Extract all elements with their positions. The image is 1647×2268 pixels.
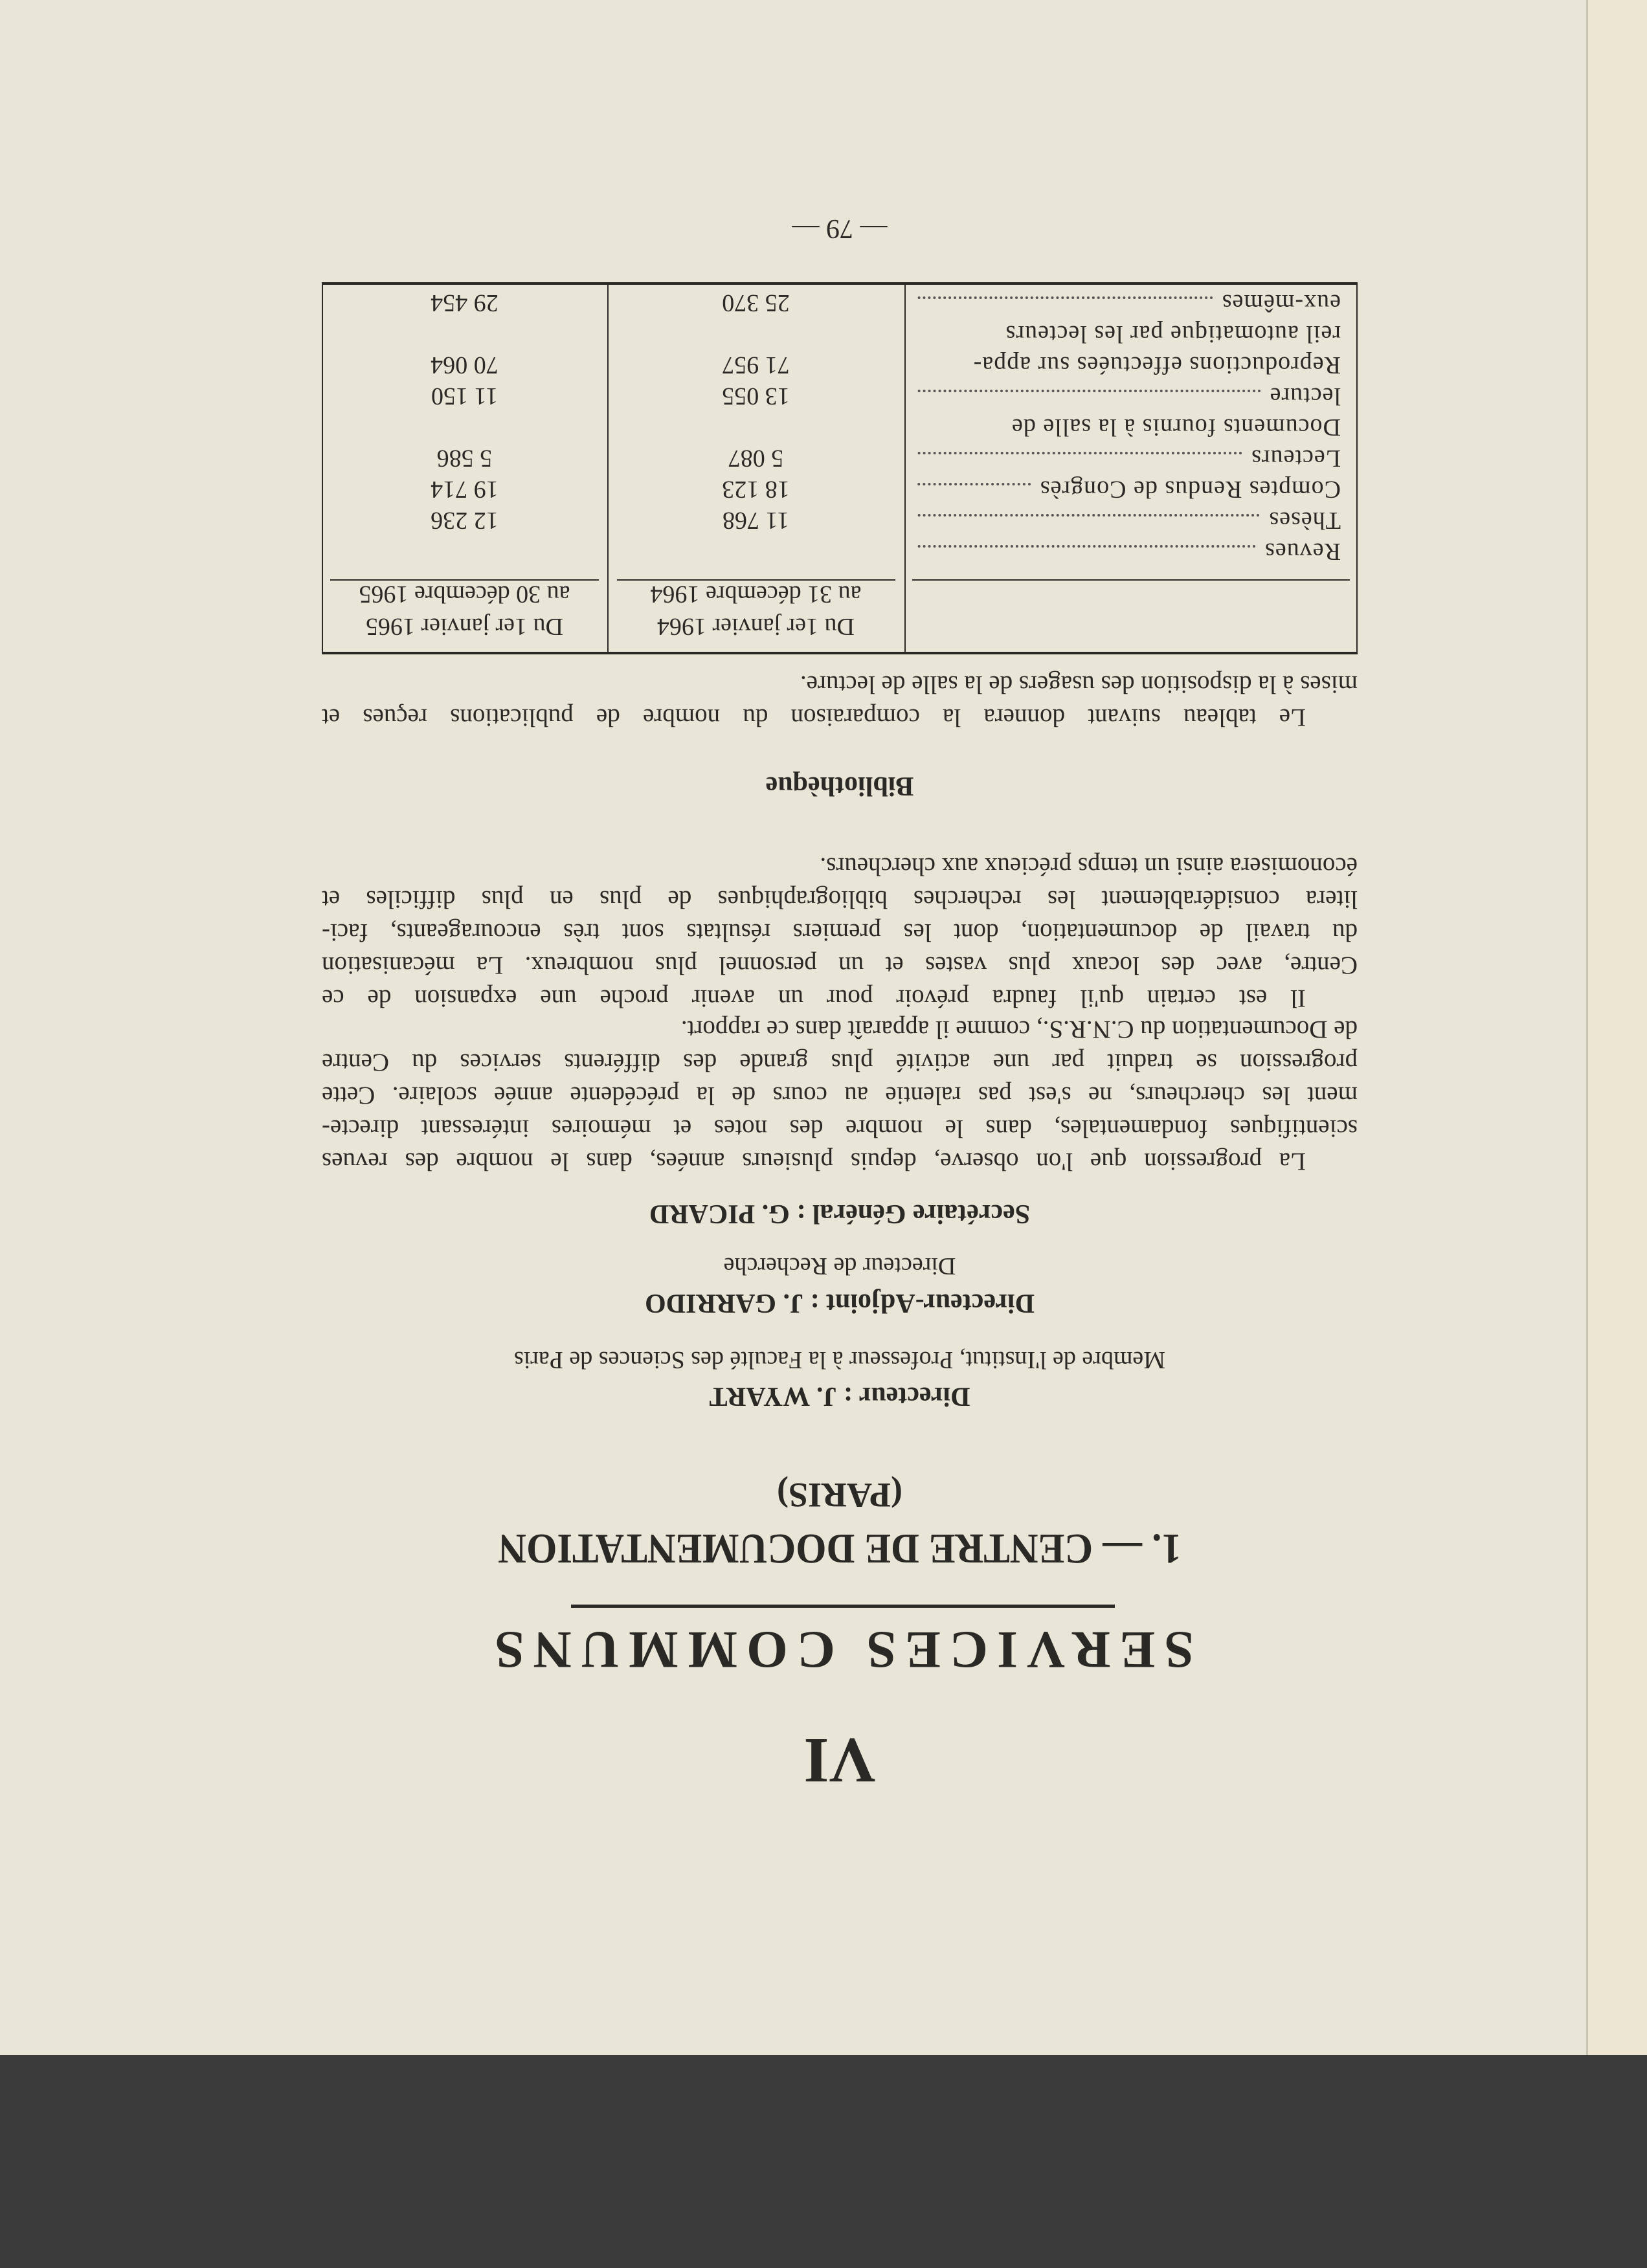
staff-line: Membre de l'Institut, Professeur à la Faculté des Sciences de Paris — [513, 1346, 1166, 1373]
row-label — [913, 381, 1341, 412]
header-line: au 30 décembre 1965 — [359, 581, 570, 608]
row-label — [913, 412, 1341, 443]
label-text: eux-mêmes — [1221, 289, 1341, 317]
table-row — [323, 381, 1356, 412]
value-1964: 18 123 — [722, 476, 790, 503]
row-label — [913, 287, 1341, 318]
text-line: mises à la disposition des usagers de la salle de lecture. — [800, 671, 1358, 698]
staff-line: Directeur : J. WYART — [709, 1381, 970, 1411]
header-rule — [330, 579, 599, 581]
value-1965: 19 714 — [431, 476, 499, 503]
value-1964: 71 957 — [722, 351, 790, 379]
dot-leader — [917, 545, 1255, 567]
row-label — [913, 350, 1341, 381]
label-text: Comptes Rendus de Congrès — [1039, 476, 1341, 503]
text-line: Centre, avec des locaux plus vastes et un personnel plus nombreux. La mécanisation — [322, 951, 1358, 979]
table-row — [323, 287, 1356, 318]
row-label — [913, 318, 1341, 350]
page-edge — [1586, 0, 1588, 2055]
staff-line: Directeur-Adjoint : J. GARRIDO — [645, 1288, 1035, 1318]
paragraph-2 — [322, 850, 1358, 1015]
text-line: du travail de documentation, dont les premiers résultats sont très encourageants, faci- — [322, 918, 1358, 946]
table-row — [323, 474, 1356, 505]
row-label — [913, 536, 1341, 567]
row-label — [913, 443, 1341, 474]
text-line: litera considérablement les recherches bibliographiques de plus en plus difficiles et — [322, 885, 1358, 913]
dot-leader — [917, 483, 1031, 505]
header-rule — [617, 579, 895, 581]
label-text: Lecteurs — [1251, 445, 1341, 472]
row-label — [913, 474, 1341, 505]
header-line: au 31 décembre 1964 — [650, 581, 862, 608]
title-rule — [571, 1605, 1115, 1608]
value-1964: 25 370 — [722, 289, 790, 317]
header-1965 — [322, 578, 607, 643]
dot-leader — [917, 390, 1260, 412]
table-row — [323, 536, 1356, 567]
text-line: Le tableau suivant donnera la comparaison du nombre de publications reçues et — [322, 704, 1306, 731]
text-line: progression se traduit par une activité plus grande des différents services du Centre — [322, 1049, 1358, 1076]
value-1965: 11 150 — [431, 383, 499, 410]
library-table — [322, 282, 1358, 654]
text-line: La progression que l'on observe, depuis plusieurs années, dans le nombre des revues — [322, 1148, 1306, 1175]
header-line: Du 1er janvier 1965 — [366, 613, 563, 640]
staff-line: Directeur de Recherche — [723, 1252, 956, 1280]
value-1965: 70 064 — [431, 351, 499, 379]
dot-leader — [917, 452, 1242, 474]
value-1964: 13 055 — [722, 383, 790, 410]
text-line: scientifiques fondamentales, dans le nombre des notes et mémoires intéressant directe- — [322, 1115, 1358, 1142]
label-text: lecture — [1269, 383, 1341, 410]
scanner-background — [0, 2055, 1647, 2268]
dot-leader — [917, 514, 1259, 536]
subsection-title: Bibliothèque — [765, 771, 914, 801]
header-rule — [912, 579, 1350, 581]
label-text: Revues — [1264, 538, 1341, 565]
chapter-number: VI — [803, 1725, 876, 1797]
page-number: — 79 — — [792, 214, 888, 243]
value-1964: 11 768 — [722, 507, 790, 534]
label-text: Documents fournis à la salle de — [1011, 414, 1341, 441]
value-1964: 5 087 — [728, 445, 784, 472]
label-text: reil automatique par les lecteurs — [1005, 320, 1341, 348]
chapter-title: SERVICES COMMUNS — [486, 1621, 1194, 1680]
label-text: Reproductions effectuées sur appa- — [972, 351, 1341, 379]
paragraph-3 — [322, 668, 1358, 734]
table-row — [323, 318, 1356, 350]
section-location: (PARIS) — [777, 1476, 902, 1515]
value-1965: 12 236 — [431, 507, 499, 534]
table-row — [323, 505, 1356, 536]
text-line: économisera ainsi un temps précieux aux chercheurs. — [820, 852, 1358, 880]
row-label — [913, 505, 1341, 536]
text-line: de Documentation du C.N.R.S., comme il apparaît dans ce rapport. — [680, 1016, 1358, 1043]
header-1964 — [607, 578, 904, 643]
text-line: ment les chercheurs, ne s'est pas ralentie au cours de la précédente année scolaire. Cette — [322, 1082, 1358, 1109]
dot-leader — [917, 296, 1213, 318]
table-row — [323, 412, 1356, 443]
table-row — [323, 443, 1356, 474]
paragraph-1 — [322, 1013, 1358, 1178]
section-title: 1. — CENTRE DE DOCUMENTATION — [498, 1525, 1182, 1572]
table-row — [323, 350, 1356, 381]
header-line: Du 1er janvier 1964 — [657, 613, 855, 640]
value-1965: 5 586 — [436, 445, 493, 472]
value-1965: 29 454 — [431, 289, 499, 317]
text-line: Il est certain qu'il faudra prévoir pour un avenir proche une expansion de ce — [322, 984, 1306, 1012]
staff-line: Secrétaire Général : G. PICARD — [649, 1199, 1031, 1228]
label-text: Thèses — [1268, 507, 1341, 534]
